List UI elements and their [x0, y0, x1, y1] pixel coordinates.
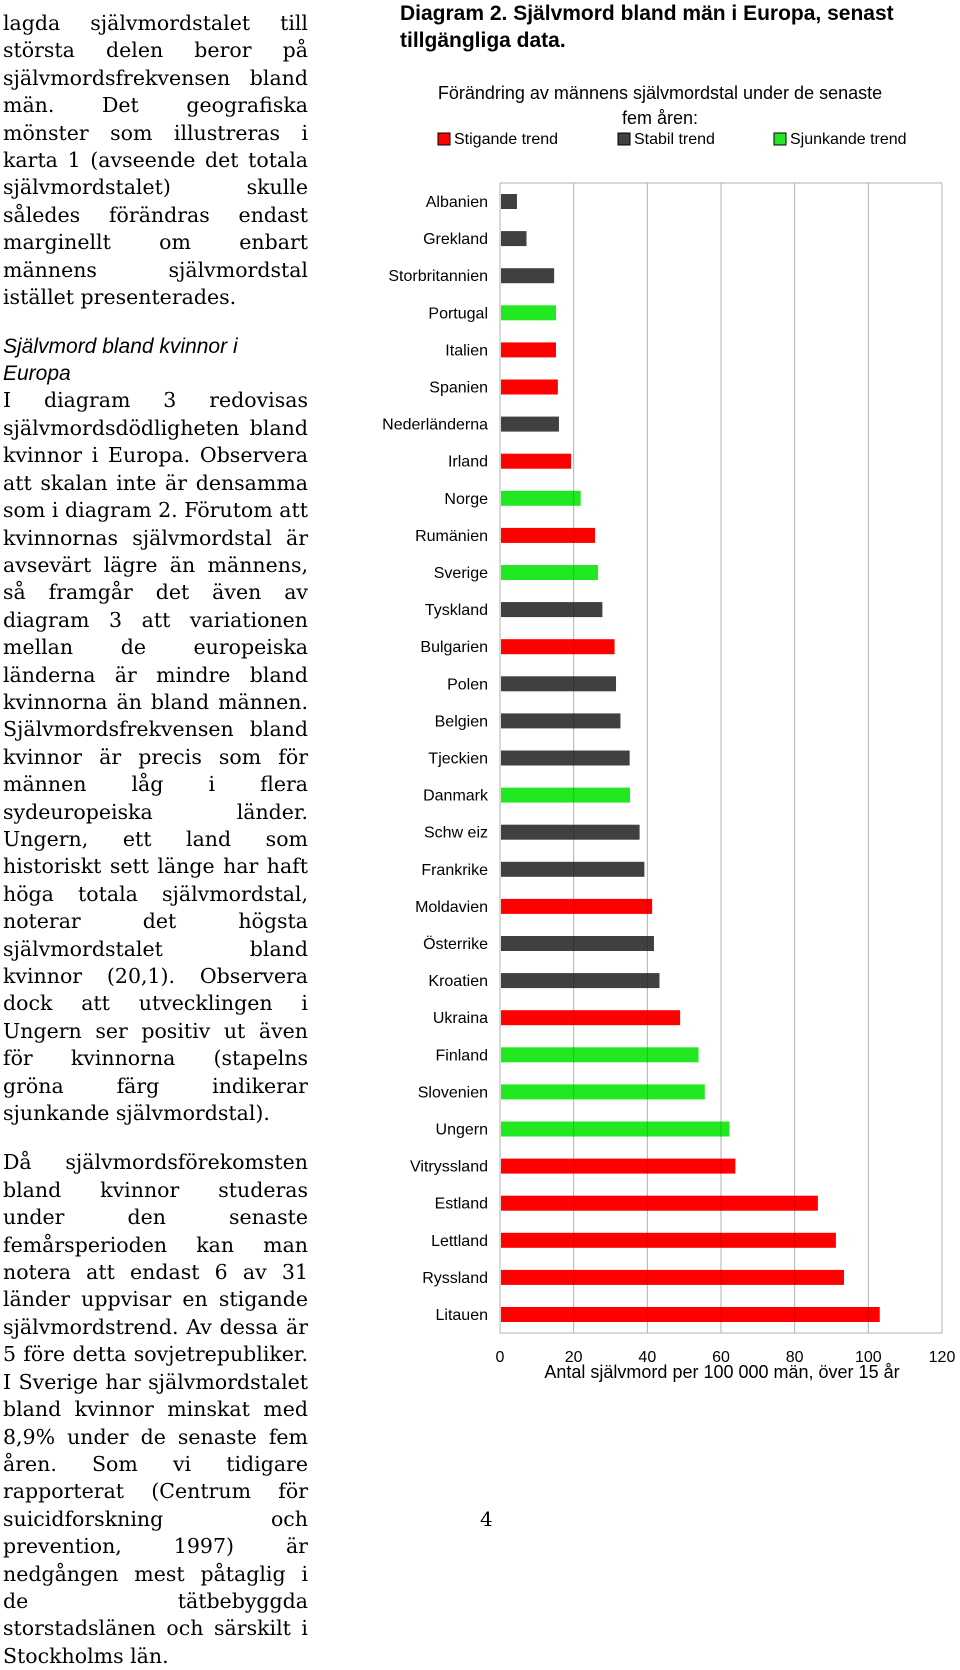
- bar-30: [501, 1307, 880, 1322]
- category-label: Sverige: [433, 565, 488, 582]
- bar-21: [501, 973, 659, 988]
- bar-29: [501, 1270, 844, 1285]
- bar-7: [501, 454, 571, 469]
- category-label: Tjeckien: [428, 750, 488, 768]
- bar-14: [501, 713, 620, 728]
- category-label: Slovenien: [417, 1084, 488, 1102]
- x-tick-label: 40: [638, 1349, 657, 1366]
- category-label: Irland: [447, 453, 488, 471]
- category-label: Lettland: [431, 1232, 488, 1250]
- category-label: Schw eiz: [423, 824, 488, 842]
- category-label: Frankrike: [421, 861, 488, 879]
- bar-28: [501, 1233, 836, 1248]
- x-tick-label: 100: [854, 1349, 882, 1366]
- legend-swatch-rising: [438, 133, 450, 145]
- x-tick-label: 80: [785, 1349, 804, 1366]
- category-label: Portugal: [428, 305, 488, 323]
- section-heading: Självmord bland kvinnor i Europa: [3, 335, 238, 386]
- bar-0: [501, 194, 517, 209]
- bar-20: [501, 936, 654, 951]
- bar-11: [501, 602, 602, 617]
- category-label: Albanien: [425, 194, 488, 211]
- bar-8: [501, 491, 581, 506]
- legend-swatch-stable: [618, 133, 630, 145]
- category-label: Finland: [435, 1047, 488, 1065]
- bar-9: [501, 528, 595, 543]
- bar-3: [501, 305, 556, 320]
- bar-2: [501, 268, 554, 283]
- x-tick-label: 60: [712, 1349, 730, 1366]
- bar-27: [501, 1196, 818, 1211]
- x-tick-label: 20: [564, 1349, 583, 1366]
- category-label: Vitryssland: [410, 1158, 488, 1176]
- category-label: Kroatien: [428, 973, 488, 991]
- category-label: Spanien: [429, 379, 488, 397]
- category-label: Danmark: [423, 787, 488, 805]
- bar-5: [501, 380, 558, 395]
- bar-23: [501, 1047, 699, 1062]
- category-label: Storbritannien: [388, 268, 488, 286]
- bar-12: [501, 639, 615, 654]
- category-label: Italien: [445, 342, 488, 360]
- category-label: Österrike: [423, 936, 488, 953]
- chart-subtitle: Förändring av männens självmordstal under de senaste fem åren:: [437, 83, 883, 128]
- category-label: Polen: [447, 676, 488, 694]
- category-label: Litauen: [435, 1307, 488, 1324]
- bar-6: [501, 417, 559, 432]
- x-tick-label: 0: [495, 1349, 505, 1366]
- category-label: Nederländerna: [382, 416, 488, 434]
- bar-1: [501, 231, 527, 246]
- category-label: Ungern: [435, 1121, 488, 1139]
- legend-label-rising: Stigande trend: [454, 131, 559, 148]
- bar-10: [501, 565, 598, 580]
- bar-26: [501, 1159, 735, 1174]
- category-label: Ukraina: [432, 1010, 488, 1028]
- category-label: Tyskland: [424, 602, 488, 620]
- paragraph-women: I diagram 3 redovisas självmordsdödligheten bland kvinnor i Europa. Observera att skalan inte är densamma som i diagram 2. Förutom att kvinnornas självmordstal är avsevärt lägre än männens, så framgår det även av diagram 3 att variationen mellan de europeiska länderna är mindre bland kvinnorna än bland männen. Självmordsfrekvensen bland kvinnor är precis som för männen låg i flera sydeuropeiska länder. Ungern, ett land som historiskt sett länge har haft höga totala självmordstal, noterar det högsta självmordstalet bland kvinnor (20,1). Observera dock att utvecklingen i Ungern ser positiv ut även för kvinnorna (stapelns gröna färg indikerar sjunkande självmordstal).: [3, 388, 308, 1126]
- category-label: Norge: [444, 490, 488, 508]
- chart-title: Diagram 2. Självmord bland män i Europa, senast tillgängliga data.: [400, 2, 894, 52]
- page-number: 4: [480, 1507, 493, 1531]
- category-label: Belgien: [434, 713, 488, 731]
- bar-18: [501, 862, 644, 877]
- category-label: Bulgarien: [420, 639, 488, 657]
- category-label: Moldavien: [415, 898, 488, 916]
- category-label: Ryssland: [422, 1269, 488, 1287]
- legend-swatch-falling: [774, 133, 786, 145]
- bar-25: [501, 1122, 729, 1137]
- bar-17: [501, 825, 640, 840]
- category-label: Grekland: [423, 231, 488, 249]
- paragraph-trend: Då självmordsförekomsten bland kvinnor studeras under den senaste femårsperioden kan man notera att endast 6 av 31 länder uppvisar en stigande självmordstrend. Av dessa är 5 före detta sovjetrepubliker. I Sverige har självmordstalet bland kvinnor minskat med 8,9% under de senaste fem åren. Som vi tidigare rapporterat (Centrum för suicidforskning och prevention, 1997) är nedgången mest påtaglig i de tätbebyggda storstadslänen och särskilt i Stockholms län.: [3, 1150, 308, 1668]
- category-label: Rumänien: [415, 527, 488, 545]
- category-label: Estland: [434, 1195, 488, 1213]
- paragraph-intro: lagda självmordstalet till största delen beror på självmordsfrekvensen bland män. Det geografiska mönster som illustreras i karta 1 (avseende det totala självmordstalet) skulle således förändras endast marginellt om enbart männens självmordstal istället presenterades.: [3, 11, 308, 310]
- bar-15: [501, 751, 630, 766]
- bar-22: [501, 1010, 680, 1025]
- bar-4: [501, 342, 556, 357]
- x-tick-label: 120: [928, 1349, 956, 1366]
- bar-16: [501, 788, 630, 803]
- legend-label-stable: Stabil trend: [634, 131, 715, 148]
- x-axis-label: Antal självmord per 100 000 män, över 15 år: [544, 1362, 900, 1382]
- bar-19: [501, 899, 652, 914]
- legend-label-falling: Sjunkande trend: [790, 131, 907, 148]
- bar-24: [501, 1084, 705, 1099]
- bar-13: [501, 676, 616, 691]
